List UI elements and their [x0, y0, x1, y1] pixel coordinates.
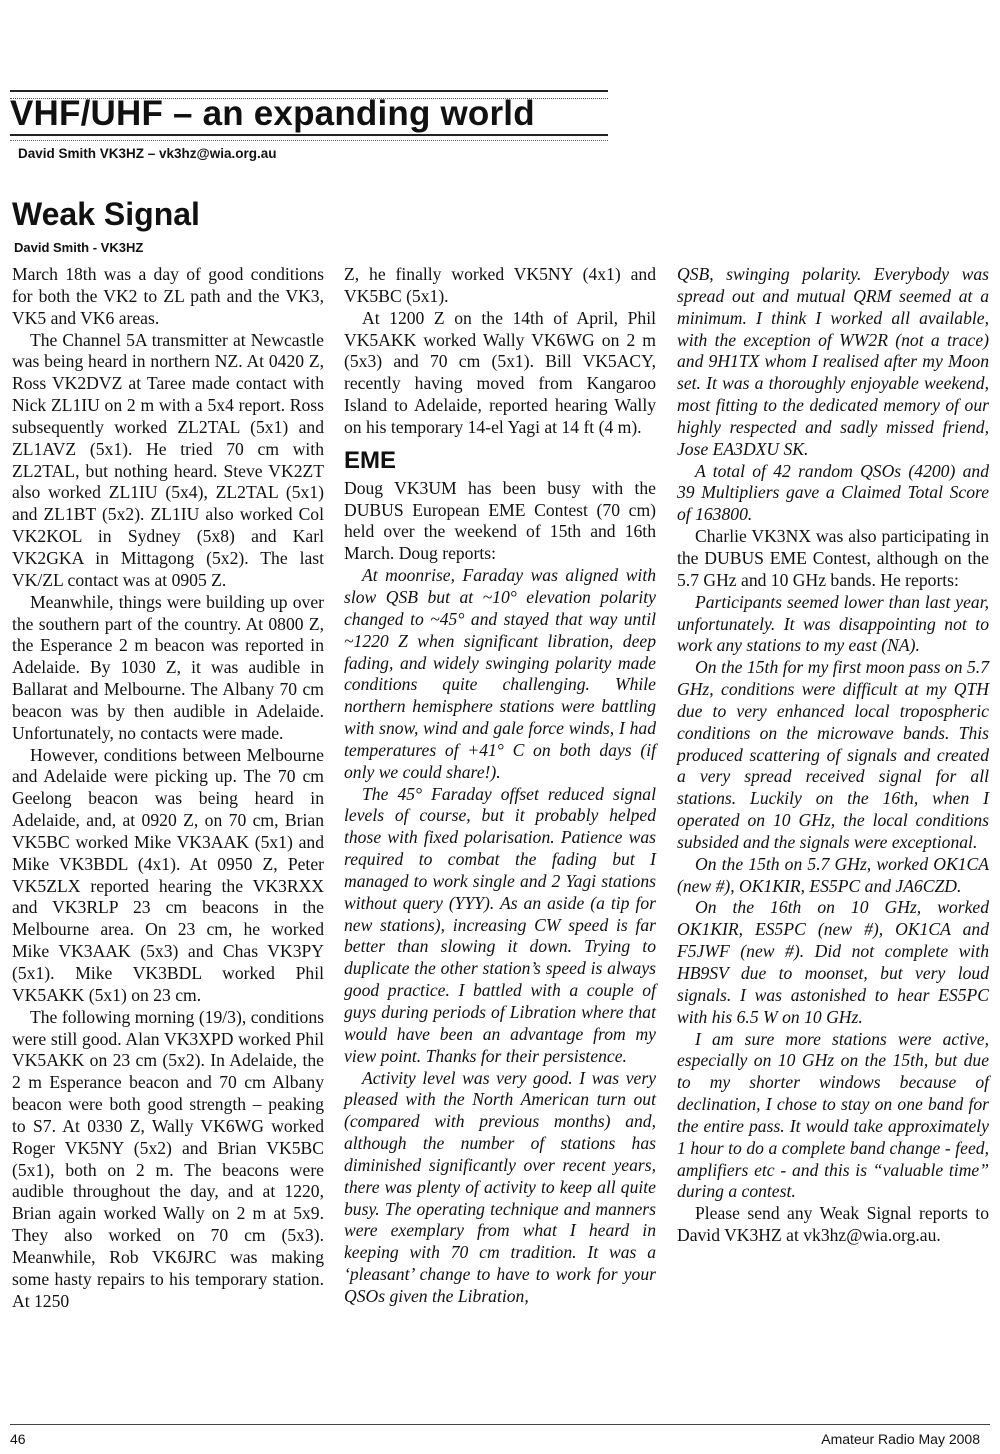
section-title: Weak Signal: [12, 196, 200, 232]
paragraph: Meanwhile, things were building up over the southern part of the country. At 0800 Z, the Esperance 2 m beacon was reported in Adelaide. By 1030 Z, it was audible in Ballarat and Melbourne. The Albany 70 cm beacon was by then audible in Adelaide. Unfortunately, no contacts were made.: [12, 591, 324, 743]
paragraph: The following morning (19/3), conditions were still good. Alan VK3XPD worked Phil VK5AKK on 23 cm (5x2). In Adelaide, the 2 m Esperance beacon and 70 cm Albany beacon were both good strength – peaking to S7. At 0330 Z, Wally VK6WG worked Roger VK5NY (5x2) and Brian VK5BC (5x1), both on 2 m. The beacons were audible throughout the day, and at 1220, Brian again worked Wally on 2 m at 5x9. They also worked on 70 cm (5x3). Meanwhile, Rob VK6JRC was making some hasty repairs to his temporary station. At 1250: [12, 1006, 324, 1311]
quote-paragraph: QSB, swinging polarity. Everybody was spread out and mutual QRM seemed at a minimum. I think I worked all available, with the exception of WW2R (not a trace) and 9H1TX whom I realised after my Moon set. It was a thoroughly enjoyable weekend, most fitting to the dedicated memory of our highly respected and sadly missed friend, Jose EA3DXU SK.: [677, 264, 989, 459]
eme-subheading: EME: [344, 446, 397, 474]
quote-paragraph: A total of 42 random QSOs (4200) and 39 Multipliers gave a Claimed Total Score of 163800.: [677, 460, 989, 525]
paragraph: March 18th was a day of good conditions for both the VK2 to ZL path and the VK3, VK5 and VK6 areas.: [12, 264, 324, 328]
paragraph: At 1200 Z on the 14th of April, Phil VK5AKK worked Wally VK6WG on 2 m (5x3) and 70 cm (5x1). Bill VK5ACY, recently having moved from Kangaroo Island to Adelaide, reported hearing Wally on his temporary 14-el Yagi at 14 ft (4 m).: [344, 307, 656, 437]
publication-footer: Amateur Radio May 2008: [821, 1431, 980, 1447]
quote-paragraph: On the 15th for my first moon pass on 5.7 GHz, conditions were difficult at my QTH due to very enhanced local tropospheric conditions on the microwave bands. This produced scattering of signals and created a very spread received signal for all stations. Luckily on the 16th, when I operated on 10 GHz, the local conditions subsided and the signals were exceptional.: [677, 657, 989, 852]
column-byline: David Smith VK3HZ – vk3hz@wia.org.au: [18, 146, 277, 161]
page-number: 46: [10, 1431, 26, 1447]
column-title: VHF/UHF – an expanding world: [10, 94, 535, 133]
paragraph: However, conditions between Melbourne and Adelaide were picking up. The 70 cm Geelong beacon was being heard in Adelaide, and, at 0920 Z, on 70 cm, Brian VK5BC worked Mike VK3AAK (5x1) and Mike VK3BDL (4x1). At 0950 Z, Peter VK5ZLX reported hearing the VK3RXX and VK3RLP 23 cm beacons in the Melbourne area. On 23 cm, he worked Mike VK3AAK (5x3) and Chas VK3PY (5x1). Mike VK3BDL worked Phil VK5AKK (5x1) on 23 cm.: [12, 744, 324, 1005]
article-column-2: [344, 264, 656, 1308]
header-underline-rule: [10, 134, 608, 141]
quote-paragraph: At moonrise, Faraday was aligned with slow QSB but at ~10° elevation polarity changed to ~45° and stayed that way until ~1220 Z when significant libration, deep fading, and widely swinging polarity made conditions quite challenging. While northern hemisphere stations were battling with snow, wind and gale force winds, I had temperatures of +41° C on both days (if only we could share!).: [344, 565, 656, 782]
quote-paragraph: On the 15th on 5.7 GHz, worked OK1CA (new #), OK1KIR, ES5PC and JA6CZD.: [677, 853, 989, 896]
quote-paragraph: On the 16th on 10 GHz, worked OK1KIR, ES5PC (new #), OK1CA and F5JWF (new #). Did not complete with HB9SV due to moonset, but very loud signals. I was astonished to hear ES5PC with his 6.5 W on 10 GHz.: [677, 897, 989, 1027]
article-column-3: [677, 264, 989, 1247]
footer-rule: [10, 1424, 990, 1425]
section-author: David Smith - VK3HZ: [14, 240, 144, 255]
paragraph: Please send any Weak Signal reports to David VK3HZ at vk3hz@wia.org.au.: [677, 1203, 989, 1246]
quote-paragraph: Participants seemed lower than last year, unfortunately. It was disappointing not to work any stations to my east (NA).: [677, 591, 989, 656]
paragraph: Charlie VK3NX was also participating in the DUBUS EME Contest, although on the 5.7 GHz and 10 GHz bands. He reports:: [677, 526, 989, 590]
quote-paragraph: Activity level was very good. I was very pleased with the North American turn out (compared with previous months) and, although the number of stations has diminished significantly over recent years, there was plenty of activity to keep all quite busy. The operating technique and manners were exemplary from what I heard in keeping with 70 cm tradition. It was a ‘pleasant’ change to have to work for your QSOs given the Libration,: [344, 1067, 656, 1306]
paragraph: Doug VK3UM has been busy with the DUBUS European EME Contest (70 cm) held over the weekend of 15th and 16th March. Doug reports:: [344, 477, 656, 564]
quote-paragraph: I am sure more stations were active, especially on 10 GHz on the 15th, but due to my shorter windows because of declination, I chose to stay on one band for the entire pass. It would take approximately 1 hour to do a complete band change - feed, amplifiers etc - and this is “valuable time” during a contest.: [677, 1028, 989, 1202]
paragraph: The Channel 5A transmitter at Newcastle was being heard in northern NZ. At 0420 Z, Ross VK2DVZ at Taree made contact with Nick ZL1IU on 2 m with a 5x4 report. Ross subsequently worked ZL2TAL (5x1) and ZL1AVZ (5x1). He tried 70 cm with ZL2TAL, but nothing heard. Steve VK2ZT also worked ZL1IU (5x4), ZL2TAL (5x1) and ZL1BT (5x2). ZL1IU also worked Col VK2KOL in Sydney (5x8) and Karl VK2GKA in Mittagong (5x2). The last VK/ZL contact was at 0905 Z.: [12, 329, 324, 590]
paragraph: Z, he finally worked VK5NY (4x1) and VK5BC (5x1).: [344, 264, 656, 306]
article-column-1: [12, 264, 324, 1313]
quote-paragraph: The 45° Faraday offset reduced signal levels of course, but it probably helped those with fixed polarisation. Patience was required to combat the fading but I managed to work single and 2 Yagi stations without query (YYY). As an aside (a tip for new stations), increasing CW speed is far better than slowing it down. Trying to duplicate the other station’s speed is always good practice. I battled with a couple of guys during periods of Libration where that would have been an advantage from my view point. Thanks for their persistence.: [344, 783, 656, 1066]
